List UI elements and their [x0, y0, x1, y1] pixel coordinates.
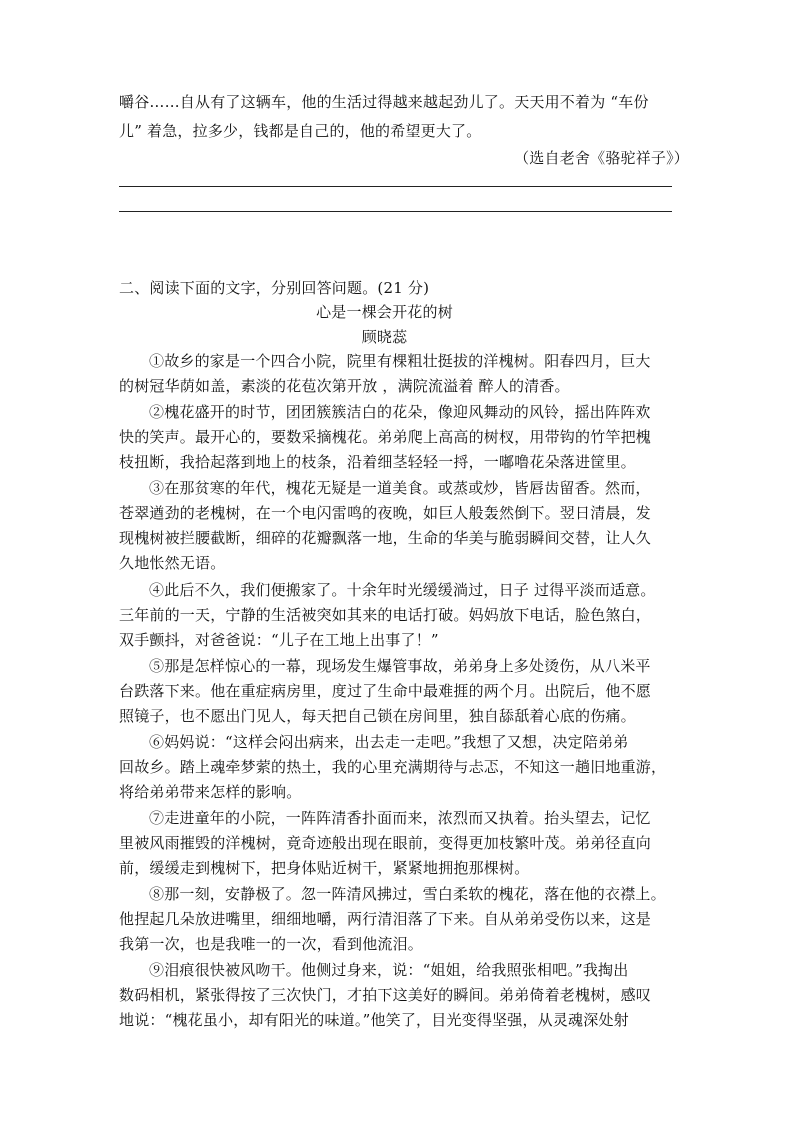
section-heading: 二、阅读下面的文字，分别回答问题。(21 分)	[119, 279, 430, 297]
paragraph-2-line-2: 快的笑声。最开心的，要数采摘槐花。弟弟爬上高高的树杈，用带钩的竹竿把槐	[119, 428, 652, 446]
paragraph-1-line-2: 的树冠华荫如盖，素淡的花苞次第开放 ，满院流溢着 醉人的清香。	[119, 377, 570, 395]
paragraph-4-line-3: 双手颤抖，对爸爸说：“儿子在工地上出事了！”	[119, 631, 439, 649]
paragraph-3-line-4: 久地怅然无语。	[119, 554, 226, 572]
paragraph-5-line-2: 台跌落下来。他在重症病房里，度过了生命中最难捱的两个月。出院后，他不愿	[119, 682, 652, 700]
paragraph-2-line-1: ②槐花盛开的时节，团团簇簇洁白的花朵，像迎风舞动的风铃，摇出阵阵欢	[149, 403, 651, 421]
paragraph-7-line-2: 里被风雨摧毁的洋槐树，竟奇迹般出现在眼前，变得更加枝繁叶茂。弟弟径直向	[119, 834, 652, 852]
paragraph-8-line-3: 我第一次，也是我唯一的一次，看到他流泪。	[119, 935, 424, 953]
paragraph-8-line-2: 他捏起几朵放进嘴里，细细地嚼，两行清泪落了下来。自从弟弟受伤以来，这是	[119, 910, 652, 928]
answer-line-1	[119, 186, 672, 187]
paragraph-6-line-3: 将给弟弟带来怎样的影响。	[119, 783, 302, 801]
excerpt-source: （选自老舍《骆驼祥子》）	[514, 149, 689, 167]
excerpt-line-2: 儿” 着急，拉多少，钱都是自己的，他的希望更大了。	[119, 122, 482, 140]
paragraph-6-line-1: ⑥妈妈说：“这样会闷出病来，出去走一走吧。”我想了又想，决定陪弟弟	[149, 733, 629, 751]
paragraph-3-line-2: 苍翠遒劲的老槐树，在一个电闪雷鸣的夜晚，如巨人般轰然倒下。翌日清晨，发	[119, 504, 652, 522]
paragraph-7-line-1: ⑦走进童年的小院，一阵阵清香扑面而来，浓烈而又执着。抬头望去，记忆	[149, 809, 651, 827]
article-author: 顾晓蕊	[361, 328, 408, 346]
paragraph-5-line-1: ⑤那是怎样惊心的一幕，现场发生爆管事故，弟弟身上多处烫伤，从八米平	[149, 657, 651, 675]
answer-line-2	[119, 211, 672, 212]
paragraph-4-line-1: ④此后不久，我们便搬家了。十余年时光缓缓淌过，日子 过得平淡而适意。	[149, 581, 656, 599]
paragraph-4-line-2: 三年前的一天，宁静的生活被突如其来的电话打破。妈妈放下电话，脸色煞白，	[119, 606, 652, 624]
paragraph-3-line-3: 现槐树被拦腰截断，细碎的花瓣飘落一地，生命的华美与脆弱瞬间交替，让人久	[119, 529, 652, 547]
paragraph-1-line-1: ①故乡的家是一个四合小院，院里有棵粗壮挺拔的洋槐树。阳春四月，巨大	[149, 352, 651, 370]
paragraph-3-line-1: ③在那贫寒的年代，槐花无疑是一道美食。或蒸或炒，皆唇齿留香。然而，	[149, 479, 651, 497]
paragraph-2-line-3: 枝扭断，我拾起落到地上的枝条，沿着细茎轻轻一捋，一嘟噜花朵落进筐里。	[119, 453, 636, 471]
paragraph-5-line-3: 照镜子，也不愿出门见人，每天把自己锁在房间里，独自舔舐着心底的伤痛。	[119, 707, 636, 725]
article-title: 心是一棵会开花的树	[316, 303, 453, 321]
paragraph-6-line-2: 回故乡。踏上魂牵梦萦的热土，我的心里充满期待与忐忑，不知这一趟旧地重游，	[119, 758, 667, 776]
excerpt-line-1: 嚼谷……自从有了这辆车，他的生活过得越来越起劲儿了。天天用不着为 “车份	[119, 93, 649, 111]
paragraph-9-line-2: 数码相机，紧张得按了三次快门，才拍下这美好的瞬间。弟弟倚着老槐树，感叹	[119, 986, 652, 1004]
paragraph-9-line-3: 地说：“槐花虽小，却有阳光的味道。”他笑了，目光变得坚强，从灵魂深处射	[119, 1011, 629, 1029]
paragraph-8-line-1: ⑧那一刻，安静极了。忽一阵清风拂过，雪白柔软的槐花，落在他的衣襟上。	[149, 885, 666, 903]
paragraph-7-line-3: 前，缓缓走到槐树下，把身体贴近树干，紧紧地拥抱那棵树。	[119, 859, 530, 877]
paragraph-9-line-1: ⑨泪痕很快被风吻干。他侧过身来，说：“姐姐，给我照张相吧。”我掏出	[149, 961, 629, 979]
